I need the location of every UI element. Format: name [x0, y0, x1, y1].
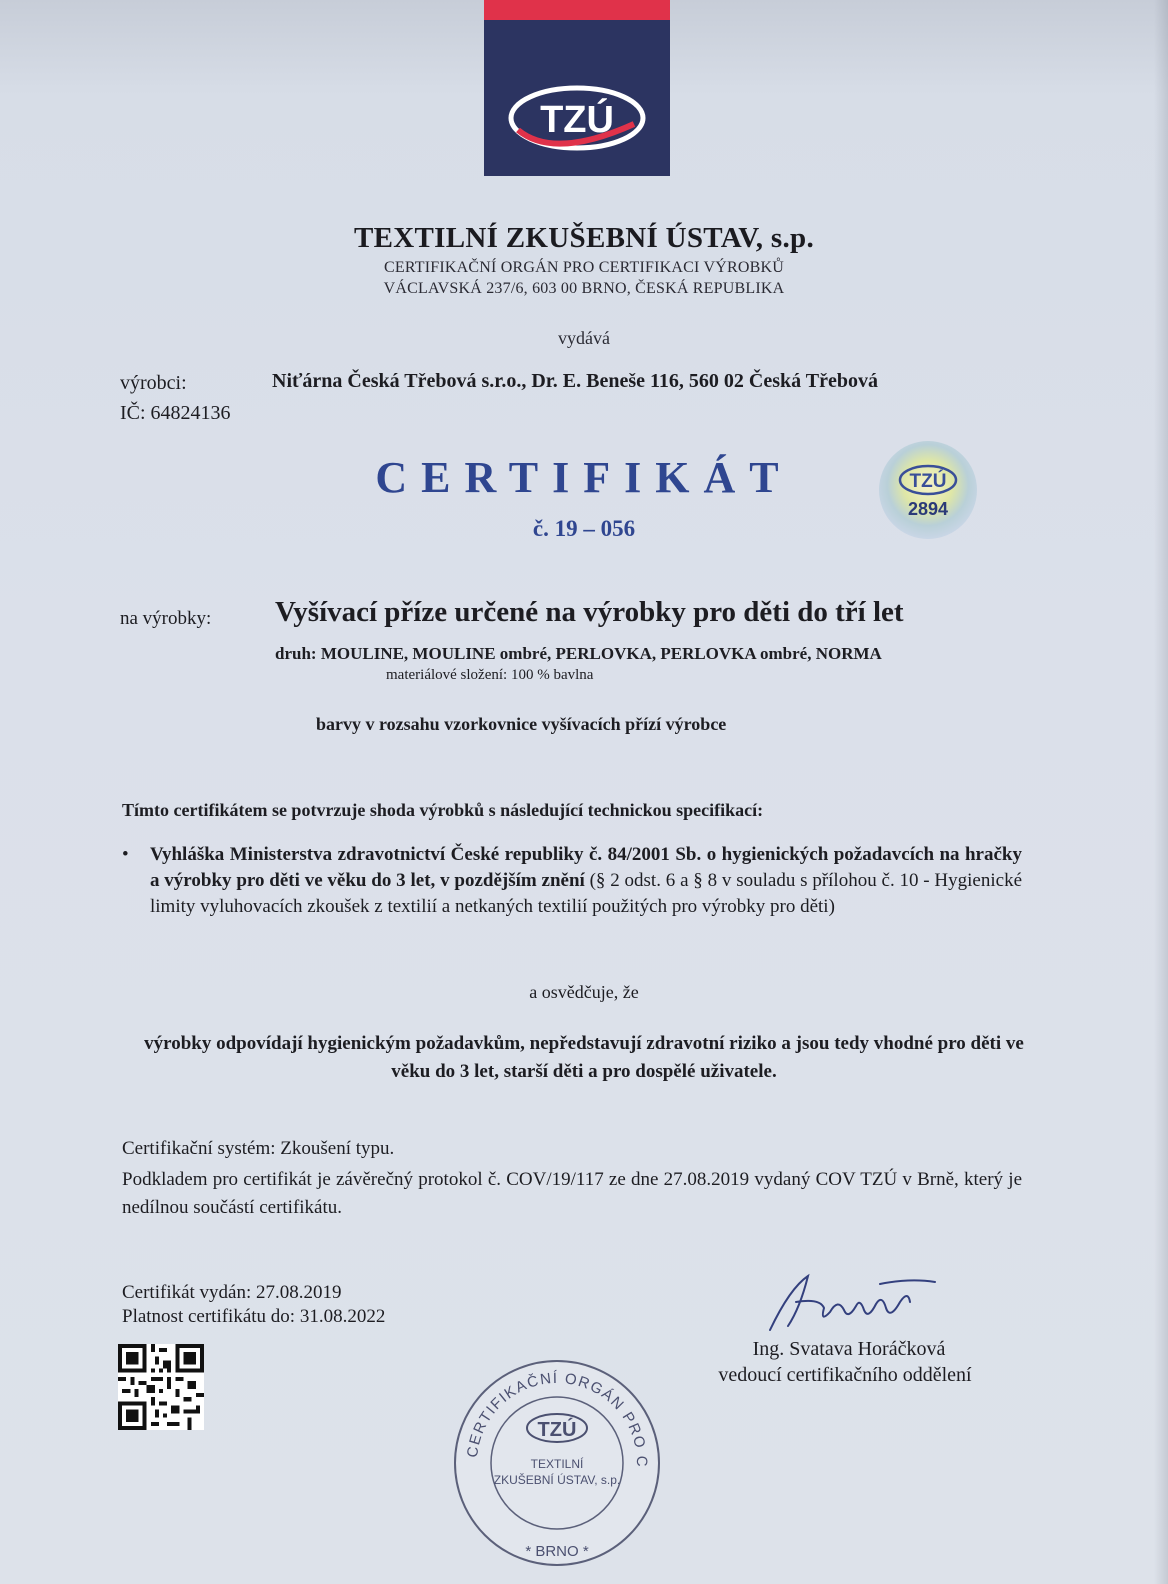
conclusion-rest: pro dospělé uživatele. [597, 1061, 777, 1082]
handwritten-signature [760, 1268, 960, 1338]
certificate-basis: Podkladem pro certifikát je závěrečný protokol č. COV/19/117 ze dne 27.08.2019 vydaný COV TZÚ v Brně, který je nedílnou součástí certifikátu. [122, 1169, 1022, 1218]
tzu-logo-icon [484, 20, 670, 176]
signatory-role: vedoucí certifikačního oddělení [718, 1364, 972, 1386]
stamp-logo-text: TZÚ [537, 1419, 577, 1441]
specification-bold: Vyhláška Ministerstva zdravotnictví České republiky č. 84/2001 Sb. o hygienických požadavcích na hračky a výrobky pro děti ve věku do 3 let, v pozdějším znění [150, 844, 1022, 891]
logo-text: TZÚ [540, 99, 614, 141]
issues-label: vydává [558, 328, 610, 348]
signature-icon [760, 1268, 960, 1338]
certification-system: Certifikační systém: Zkoušení typu. [122, 1138, 395, 1159]
certificate-title: CERTIFIKÁT [375, 453, 793, 502]
badge-logo-text: TZÚ [909, 471, 947, 492]
organization-subtitle: CERTIFIKAČNÍ ORGÁN PRO CERTIFIKACI VÝROBKŮ [384, 259, 784, 276]
product-material: materiálové složení: 100 % bavlna [386, 667, 594, 683]
manufacturer-value: Niťárna Česká Třebová s.r.o., Dr. E. Beneše 116, 560 02 Česká Třebová [272, 370, 879, 392]
official-stamp [452, 1358, 662, 1568]
qr-code-icon [118, 1344, 204, 1430]
stamp-city: * BRNO * [525, 1543, 589, 1560]
hologram-badge [878, 440, 978, 540]
stamp-line1: TEXTILNÍ [530, 1457, 584, 1471]
stamp-icon [452, 1358, 662, 1568]
product-kind: druh: MOULINE, MOULINE ombré, PERLOVKA, PERLOVKA ombré, NORMA [275, 644, 882, 663]
scan-edge-shadow [1154, 0, 1168, 1584]
product-label: na výrobky: [120, 608, 212, 629]
product-colors: barvy v rozsahu vzorkovnice vyšívacích přízí výrobce [316, 714, 727, 734]
certificate-number: č. 19 – 056 [532, 516, 636, 541]
attests-label: a osvědčuje, že [529, 982, 639, 1002]
bullet-marker: • [122, 844, 129, 865]
issued-date: Certifikát vydán: 27.08.2019 [122, 1282, 342, 1303]
product-title: Vyšívací příze určené na výrobky pro děti do tří let [275, 596, 904, 628]
badge-number: 2894 [907, 499, 949, 519]
specification-item [122, 842, 1022, 920]
organization-name: TEXTILNÍ ZKUŠEBNÍ ÚSTAV, s.p. [354, 222, 814, 254]
conformity-heading: Tímto certifikátem se potvrzuje shoda výrobků s následující technickou specifikací: [122, 800, 764, 820]
validity-date: Platnost certifikátu do: 31.08.2022 [122, 1306, 386, 1327]
conclusion-bold: výrobky odpovídají hygienickým požadavkům, nepředstavují zdravotní riziko a jsou tedy vhodné pro děti ve věku do 3 let, starší děti a [144, 1033, 1024, 1082]
conclusion [140, 1030, 1028, 1086]
logo-navy-panel [484, 20, 670, 176]
header-logo [484, 0, 670, 176]
logo-red-band [484, 0, 670, 20]
stamp-line2: ZKUŠEBNÍ ÚSTAV, s.p. [493, 1473, 621, 1487]
signatory-name: Ing. Svatava Horáčková [752, 1338, 946, 1360]
hologram-badge-icon [878, 440, 978, 540]
manufacturer-label: výrobci: [120, 372, 187, 394]
specification-rest: (§ 2 odst. 6 a § 8 v souladu s přílohou č. 10 - Hygienické limity vyluhovacích zkoušek z textilií a netkaných textilií použitých pro výrobky pro děti) [150, 870, 1023, 917]
manufacturer-ic: IČ: 64824136 [120, 402, 231, 424]
qr-code [118, 1344, 204, 1430]
organization-address: VÁCLAVSKÁ 237/6, 603 00 BRNO, ČESKÁ REPUBLIKA [383, 280, 785, 297]
stamp-ring-text: CERTIFIKAČNÍ ORGÁN PRO C [464, 1369, 651, 1469]
